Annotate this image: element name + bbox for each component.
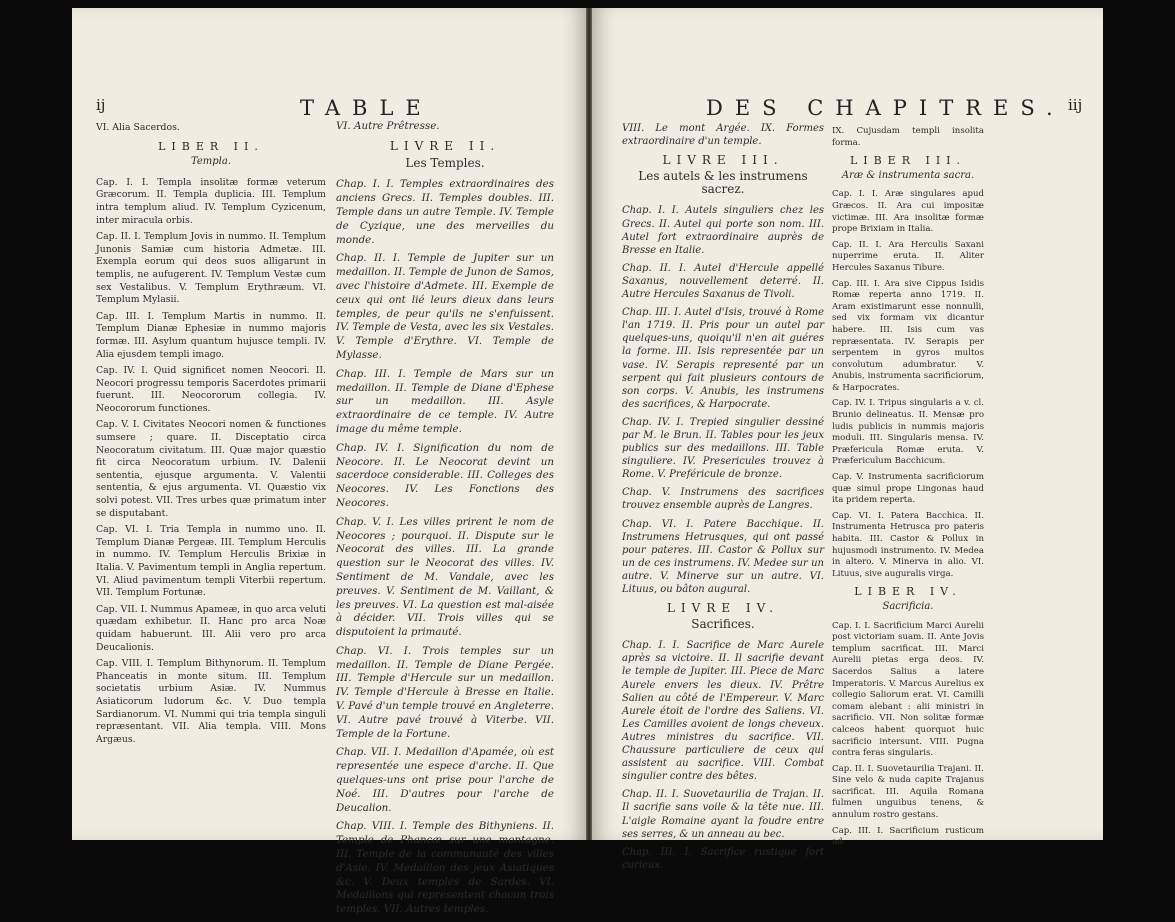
right-latin-entry: Cap. IV. I. Tripus singularis a v. cl. Brunio delineatus. II. Mensæ pro ludis publicis in nummis majoris moduli. III. Singularis mensa. IV. Præfericula Romæ eruta. V. Præfericulum Bacchicum. [832,398,984,467]
left-latin-section-title: Templa. [190,156,232,168]
left-french-livre-heading: LIVRE II. [389,138,501,153]
right-latin-top-line: IX. Cujusdam templi insolita forma. [832,126,984,148]
right-latin-entry: Cap. II. I. Suovetaurilia Trajani. II. Sine velo & nuda capite Trajanus sacrificat. III. Aquila Romana fulmen unguibus tenens, & annulum rostro gestans. [832,763,984,821]
left-latin-entry: Cap. III. I. Templum Martis in nummo. II. Templum Dianæ Ephesiæ in nummo majoris formæ. III. Asylum quantum hujusce templi. IV. Alia ejusdem templi imago. [96,310,326,360]
right-french-entry: Chap. II. I. Suovetaurilia de Trajan. II. Il sacrifie sans voile & la tête nue. III. L'aigle Romaine ayant la foudre entre ses serres, & un anneau au bec. [622,789,824,840]
right-latin-section-title: Aræ & instrumenta sacra. [841,169,975,181]
right-french-livre4-heading: LIVRE IV. [666,601,780,616]
left-french-entry: Chap. II. I. Temple de Jupiter sur un medaillon. II. Temple de Junon de Samos, avec l'histoire d'Admete. III. Exemple de ceux qui ont lié leurs dieux dans leurs temples, de peur qu'ils ne s'enfuissent. IV. Temple de Vesta, avec les six Vestales. V. Temple d'Erythre. VI. Temple de Mylasse. [336,252,554,361]
left-folio: ij [96,96,106,114]
right-french-section-title: Les autels & les instrumens sacrez. [638,169,808,197]
left-french-entry: Chap. VII. I. Medaillon d'Apamée, où est representée une espece d'arche. II. Que quelques-uns ont prise pour l'arche de Noé. III. D'autres pour l'arche de Deucalion. [336,746,554,814]
right-french-entry: Chap. V. Instrumens des sacrifices trouvez ensemble auprès de Langres. [622,487,824,512]
right-french-livre-heading: LIVRE III. [662,153,784,168]
right-french-entry: Chap. IV. I. Trepied singulier dessiné par M. le Brun. II. Tables pour les jeux publics sur des medaillons. III. Table singuliere. IV. Presericules trouvez à Rome. V. Preféricule de bronze. [622,416,824,481]
right-latin-liber4-heading: LIBER IV. [854,585,962,599]
left-latin-entry: Cap. IV. I. Quid significet nomen Neocori. II. Neocori progressu temporis Sacerdotes primarii fuerunt. III. Neocororum collegia. IV. Neocororum functiones. [96,365,326,414]
left-french-entry: Chap. V. I. Les villes prirent le nom de Neocores ; pourquoi. II. Dispute sur le Neocorat des villes. III. La grande question sur le Neocorat des villes. IV. Sentiment de M. Vandale, avec les preuves. V. Sentiment de M. Vaillant, & les preuves. VI. La question est mal-aisée à décider. VII. Trois villes qui se disputoient la primauté. [336,515,554,639]
right-latin-entry: Cap. I. I. Aræ singulares apud Græcos. II. Ara cui impositæ victimæ. III. Ara insolitæ formæ prope Brixiam in Italia. [832,189,984,235]
right-latin-entry: Cap. III. I. Sacrificium rusticum ad- [832,825,984,848]
left-latin-column [96,122,326,750]
left-french-column [336,120,554,922]
right-french-section4-title: Sacrifices. [691,617,755,632]
right-running-head: DES CHAPITRES. [706,96,1065,120]
left-french-entry: Chap. I. I. Temples extraordinaires des anciens Grecs. II. Temples doubles. III. Temple dans un autre Temple. IV. Temple de Cyzique, une des merveilles du monde. [336,178,554,246]
right-latin-column [832,126,984,853]
left-latin-entry: Cap. I. I. Templa insolitæ formæ veterum Græcorum. II. Templa duplicia. III. Templum intra templum aliud. IV. Templum Cyzicenum, inter miracula orbis. [96,176,326,226]
left-french-entry: Chap. IV. I. Signification du nom de Neocore. II. Le Neocorat devint un sacerdoce considerable. III. Colleges des Neocores. IV. Les Fonctions des Neocores. [336,441,554,509]
right-french-top-line: VIII. Le mont Argée. IX. Formes extraordinaire d'un temple. [622,123,824,148]
left-latin-liber-heading: LIBER II. [158,139,264,153]
right-french-entry: Chap. II. I. Autel d'Hercule appellé Saxanus, nouvellement deterré. II. Autre Hercules Saxanus de Tivoli. [622,262,824,301]
left-french-entry: Chap. III. I. Temple de Mars sur un medaillon. II. Temple de Diane d'Ephese sur un medaillon. III. Asyle extraordinaire de ce temple. IV. Autre image du même temple. [336,367,554,435]
right-latin-entry: Cap. V. Instrumenta sacrificiorum quæ simul prope Lingonas haud ita pridem reperta. [832,472,984,506]
left-latin-entry: Cap. V. I. Civitates Neocori nomen & functiones sumsere ; quare. II. Disceptatio circa Neocoratum civitatum. III. Quæ major quæstio fit circa Neocoratum urbium. IV. Dalenii sententia, ejusque argumenta. V. Valentii sententia, & ejus argumenta. VI. Quæstio vix solvi potest. VII. Tres urbes quæ primatum inter se disputabant. [96,419,326,519]
right-latin-entry: Cap. VI. I. Patera Bacchica. II. Instrumenta Hetrusca pro pateris habita. III. Castor & Pollux in hujusmodi instrumento. IV. Medea in altero. V. Minerva in alio. VI. Lituus, sive auguralis virga. [832,510,984,579]
left-latin-entry: Cap. VIII. I. Templum Bithynorum. II. Templum Phanceatis in monte situm. III. Templum societatis urbium Asiæ. IV. Nummus Asiaticorum ludorum &c. V. Duo templa Sardianorum. VI. Nummi qui tria templa singuli repræsentant. VII. Alia templa. VIII. Mons Argæus. [96,658,326,745]
right-latin-liber-heading: LIBER III. [849,154,967,168]
right-latin-entry: Cap. II. I. Ara Herculis Saxani nuperrime eruta. II. Aliter Hercules Saxanus Tibure. [832,239,984,273]
left-french-entry: Chap. VI. I. Trois temples sur un medaillon. II. Temple de Diane Pergée. III. Temple d'Hercule sur un medaillon. IV. Temple d'Hercule à Bresse en Italie. V. Pavé d'un temple trouvé en Angleterre. VI. Autre pavé trouvé à Viterbe. VII. Temple de la Fortune. [336,644,554,740]
left-latin-top-line: VI. Alia Sacerdos. [96,122,180,133]
left-french-top-line: VI. Autre Prêtresse. [336,120,440,132]
left-french-section-title: Les Temples. [405,155,485,170]
right-french-entry: Chap. I. I. Autels singuliers chez les Grecs. II. Autel qui porte son nom. III. Autel fort extraordinaire auprès de Bresse en Italie. [622,205,824,256]
right-latin-entry: Cap. III. I. Ara sive Cippus Isidis Romæ reperta anno 1719. II. Aram existimarunt esse nonnulli, sed vix formam vix dicantur habere. III. Isis cum vas repræsentata. IV. Serapis per serpentem in gyros multos convolutum adumbratur. V. Anubis, instrumenta sacrificiorum, & Harpocrates. [832,278,984,393]
right-french-entry: Chap. III. I. Sacrifice rustique fort curieux. [622,846,824,871]
right-french-entry: Chap. I. I. Sacrifice de Marc Aurele après sa victoire. II. Il sacrifie devant le temple de Jupiter. III. Piece de Marc Aurele envers les dieux. IV. Prêtre Salien au côté de l'Empereur. V. Marc Aurele étoit de l'ordre des Saliens. VI. Les Camilles avoient de longs cheveux. Autres ministres du sacrifice. VII. Chaussure particuliere de ceux qui assistent au sacrifice. VIII. Combat singulier contre des bêtes. [622,640,824,783]
left-latin-entry: Cap. VII. I. Nummus Apameæ, in quo arca veluti quædam exhibetur. II. Hanc pro arca Noæ quidam habuerunt. III. Alii vero pro arca Deucalionis. [96,603,326,653]
right-french-entry: Chap. III. I. Autel d'Isis, trouvé à Rome l'an 1719. II. Pris pour un autel par quelques-uns, quoiqu'il n'en ait guéres la forme. III. Isis representée par un vase. IV. Serapis representé par un serpent qui fait plusieurs contours de son corps. V. Anubis, les instrumens des sacrifices, & Harpocrate. [622,307,824,410]
left-french-entry: Chap. VIII. I. Temple des Bithyniens. II. Temple de Phancæ sur une montagne. III. Temple de la communauté des villes d'Asie. IV. Medaillon des jeux Asiatiques &c. V. Deux temples de Sardes. VI. Medaillons qui representent chacun trois temples. VII. Autres temples. [336,820,554,916]
right-latin-section4-title: Sacrificia. [882,600,934,612]
left-running-head: TABLE [300,96,433,120]
left-latin-entry: Cap. VI. I. Tria Templa in nummo uno. II. Templum Dianæ Pergeæ. III. Templum Herculis in nummo. IV. Templum Herculis Brixiæ in Italia. V. Pavimentum templi in Anglia repertum. VI. Aliud pavimentum templi Viterbii repertum. VII. Templum Fortunæ. [96,524,326,599]
book-gutter [586,8,592,840]
right-latin-entry: Cap. I. I. Sacrificium Marci Aurelii post victoriam suam. II. Ante Jovis templum sacrificat. III. Marci Aurelii pietas erga deos. IV. Sacerdos Salius a latere Imperatoris. V. Marcus Aurelius ex collegio Saliorum erat. VI. Camilli comam alebant : alii ministri in sacrificio. VII. Non solitæ formæ calceos habent quorquot huic sacrificio intersunt. VIII. Pugna contra feras singularis. [832,620,984,759]
right-french-entry: Chap. VI. I. Patere Bacchique. II. Instrumens Hetrusques, qui ont passé pour pateres. III. Castor & Pollux sur un de ces instrumens. IV. Medee sur un autre. V. Minerve sur un autre. VI. Lituus, ou bâton augural. [622,518,824,595]
left-latin-entry: Cap. II. I. Templum Jovis in nummo. II. Templum Junonis Samiæ cum historia Admetæ. III. Exempla eorum qui deos suos alligarunt in templis, ne aufugerent. IV. Templum Vestæ cum sex Vestalibus. V. Templum Erythræum. VI. Templum Mylasii. [96,231,326,306]
right-french-column [622,122,824,877]
right-folio: iij [1068,96,1083,114]
